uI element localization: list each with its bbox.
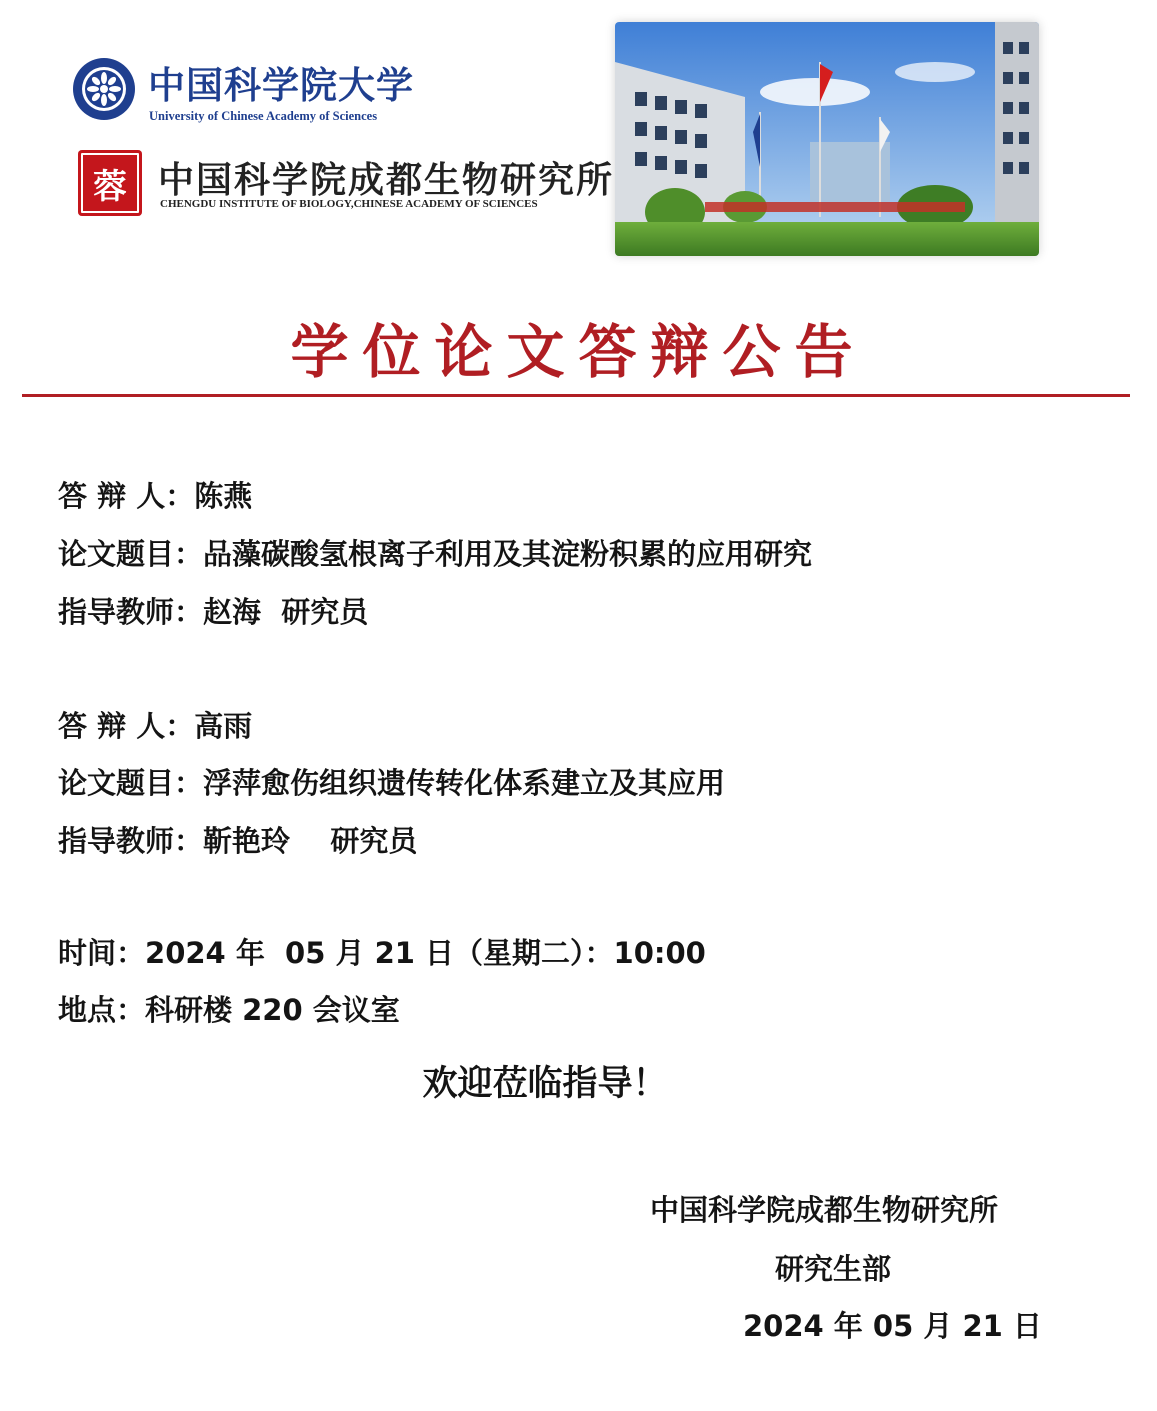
signature-date: 2024 年 05 月 21 日 bbox=[743, 1309, 1042, 1343]
topic-line-2 bbox=[58, 761, 725, 802]
topic-line-1 bbox=[58, 532, 812, 573]
advisor-label: 指导教师： bbox=[58, 824, 204, 858]
topic-text: 浮萍愈伤组织遗传转化体系建立及其应用 bbox=[203, 766, 726, 800]
defender-label: 答 辩 人： bbox=[58, 479, 195, 513]
title-divider bbox=[22, 394, 1130, 397]
signature-org: 中国科学院成都生物研究所 bbox=[650, 1193, 999, 1227]
campus-photo bbox=[615, 22, 1039, 256]
defender-line-2 bbox=[58, 704, 252, 745]
defender-name: 陈燕 bbox=[194, 479, 253, 513]
welcome-text: 欢迎莅临指导！ bbox=[422, 1064, 668, 1104]
time-value: 2024 年 05 月 21 日（星期二）：10:00 bbox=[145, 936, 706, 970]
page-title: 学位论文答辩公告 bbox=[290, 318, 867, 386]
advisor-line-2 bbox=[58, 819, 417, 860]
ucas-name-cn: 中国科学院大学 bbox=[148, 63, 414, 107]
topic-label: 论文题目： bbox=[58, 766, 204, 800]
time-label: 时间： bbox=[58, 936, 146, 970]
cib-name-en: CHENGDU INSTITUTE OF BIOLOGY,CHINESE ACADEMY OF SCIENCES bbox=[160, 198, 538, 210]
defender-name: 高雨 bbox=[194, 709, 253, 743]
defender-label: 答 辩 人： bbox=[58, 709, 195, 743]
cib-logo bbox=[78, 150, 615, 220]
advisor-line-1 bbox=[58, 590, 368, 631]
defender-line-1 bbox=[58, 474, 252, 515]
place-label: 地点： bbox=[58, 993, 146, 1027]
cib-name-cn: 中国科学院成都生物研究所 bbox=[158, 159, 615, 201]
advisor-label: 指导教师： bbox=[58, 595, 204, 629]
time-line bbox=[58, 931, 706, 972]
ucas-seal-icon bbox=[72, 57, 136, 121]
campus-photo-image bbox=[615, 22, 1039, 256]
advisor-name: 靳艳玲 研究员 bbox=[203, 824, 418, 858]
ucas-name-en: University of Chinese Academy of Sciences bbox=[149, 109, 378, 123]
place-line bbox=[58, 988, 400, 1029]
topic-label: 论文题目： bbox=[58, 537, 204, 571]
ucas-logo bbox=[72, 55, 412, 127]
topic-text: 品藻碳酸氢根离子利用及其淀粉积累的应用研究 bbox=[203, 537, 813, 571]
signature-dept: 研究生部 bbox=[775, 1252, 892, 1286]
advisor-name: 赵海 研究员 bbox=[203, 595, 369, 629]
place-value: 科研楼 220 会议室 bbox=[145, 993, 400, 1027]
cib-seal-icon: 蓉 bbox=[78, 150, 142, 216]
